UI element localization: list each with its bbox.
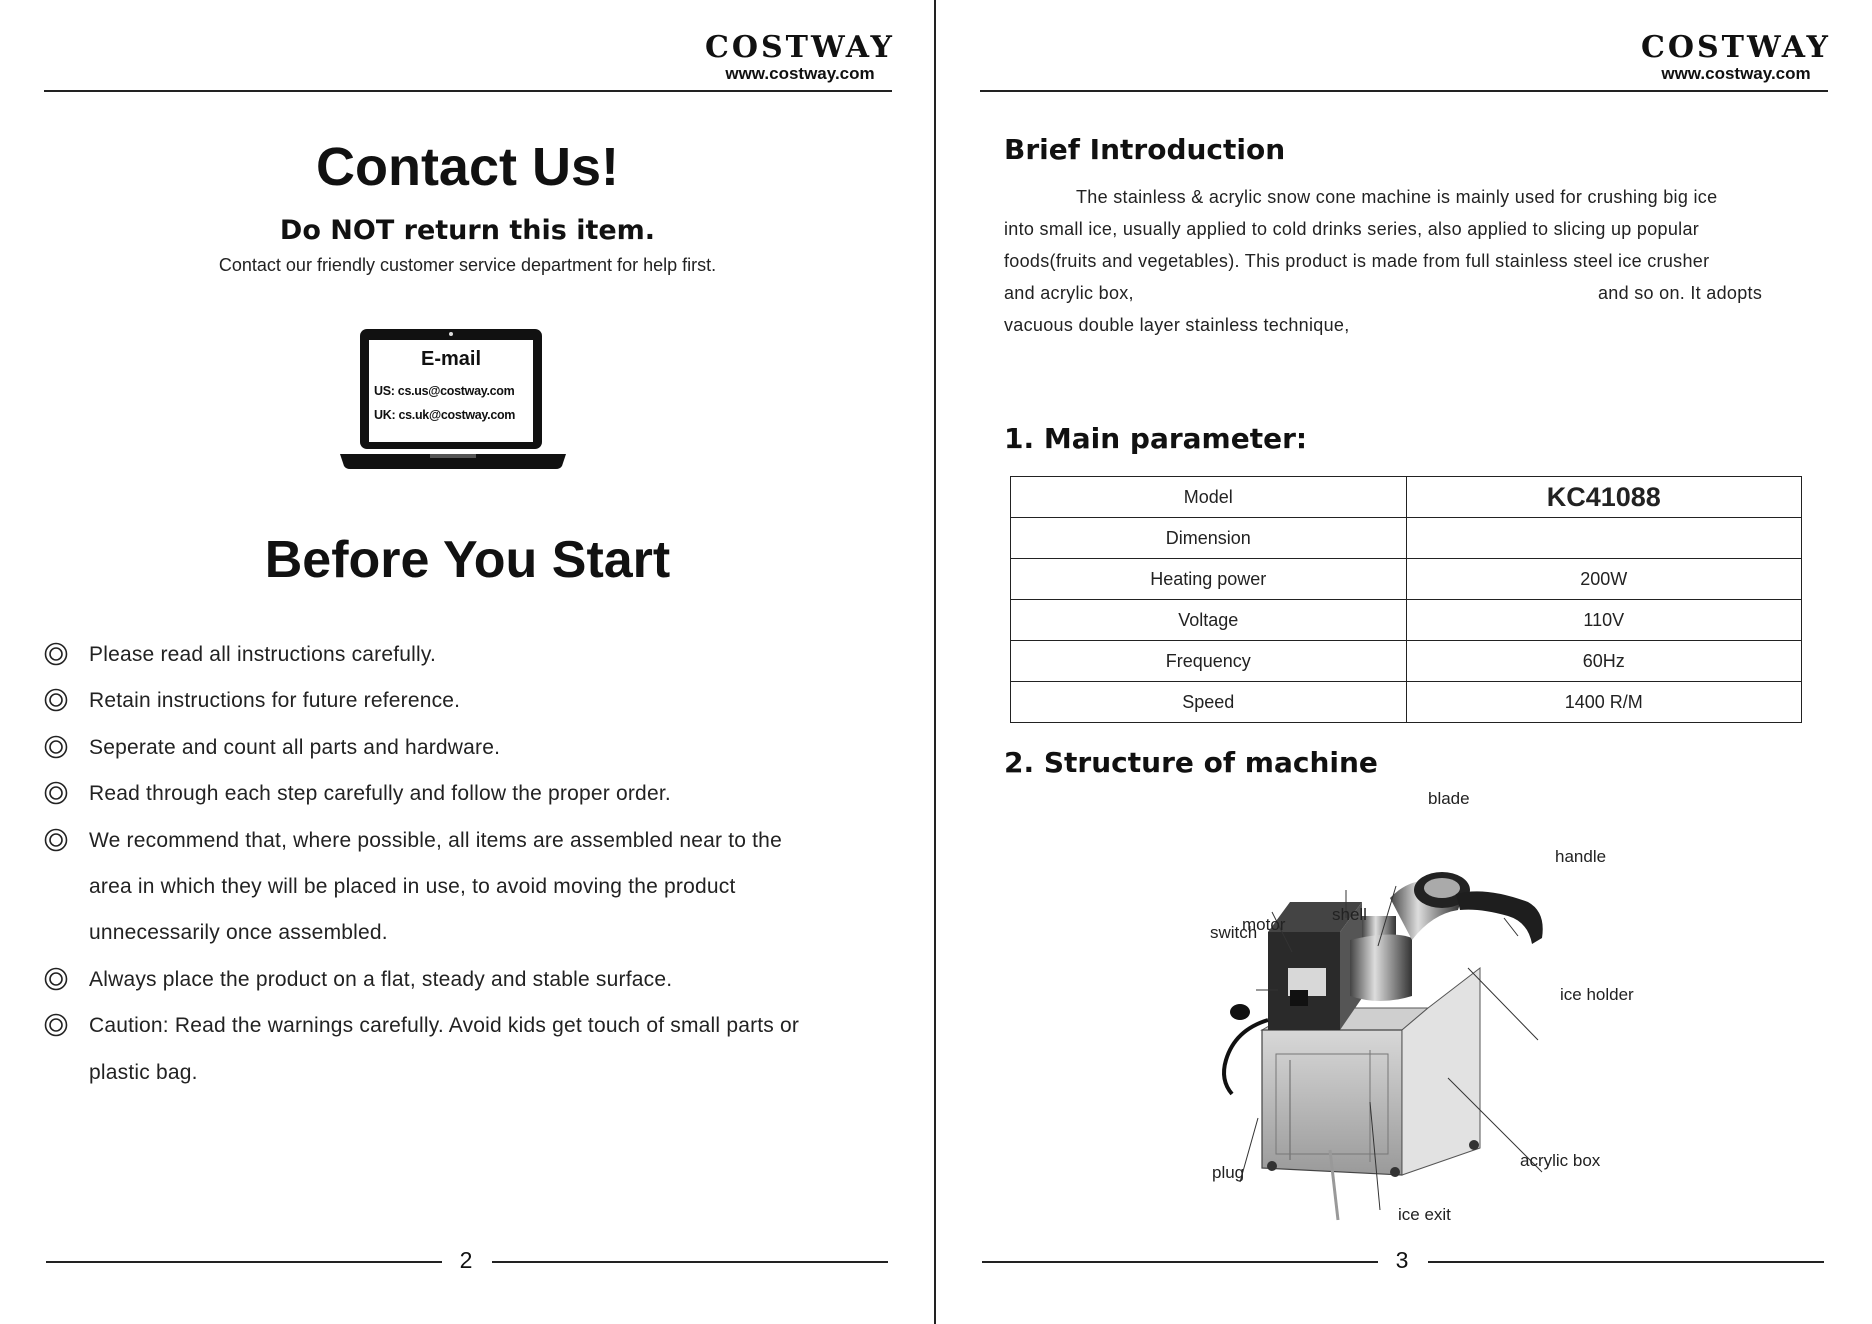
intro-title: Brief Introduction xyxy=(1004,133,1286,166)
label-blade: blade xyxy=(1428,790,1470,808)
instruction-line: Retain instructions for future reference. xyxy=(89,689,461,713)
email-us[interactable]: US: cs.us@costway.com xyxy=(374,384,515,398)
double-circle-icon xyxy=(44,735,68,759)
parameter-row xyxy=(1011,682,1802,723)
double-circle-icon xyxy=(44,967,68,991)
email-label: E-mail xyxy=(420,348,482,370)
instruction-line: plastic bag. xyxy=(89,1060,198,1084)
label-ice-exit: ice exit xyxy=(1398,1205,1451,1224)
instruction-line: Caution: Read the warnings carefully. Avoid kids get touch of small parts or xyxy=(89,1014,800,1038)
brand-logo: COSTWAY xyxy=(705,30,895,65)
intro-line: and acrylic box, xyxy=(1004,283,1134,303)
contact-subtitle: Contact our friendly customer service department for help first. xyxy=(218,255,717,275)
blade-shell-shape xyxy=(1350,872,1543,1001)
label-plug: plug xyxy=(1212,1163,1245,1182)
page-number: 2 xyxy=(459,1247,473,1273)
label-handle: handle xyxy=(1555,847,1607,866)
double-circle-icon xyxy=(44,828,68,852)
parameter-value: KC41088 xyxy=(1406,477,1802,518)
instruction-item xyxy=(44,771,904,817)
intro-line: foods(fruits and vegetables). This product is made from full stainless steel ice crusher xyxy=(1004,251,1710,271)
label-shell: shell xyxy=(1332,905,1367,924)
email-uk[interactable]: UK: cs.uk@costway.com xyxy=(374,408,516,422)
brand-header xyxy=(700,32,900,84)
double-circle-icon xyxy=(44,1013,68,1037)
footer-rule-right xyxy=(492,1261,888,1263)
double-circle-icon xyxy=(44,688,68,712)
instruction-line: Always place the product on a flat, steady and stable surface. xyxy=(89,967,673,991)
parameter-row xyxy=(1011,518,1802,559)
parameter-value xyxy=(1406,518,1802,559)
brand-logo: COSTWAY xyxy=(1641,30,1831,65)
brand-header xyxy=(1636,32,1836,84)
footer-rule-left xyxy=(46,1261,442,1263)
parameter-row xyxy=(1011,477,1802,518)
parameter-label: Voltage xyxy=(1011,600,1407,641)
footer-rule-right xyxy=(1428,1261,1824,1263)
parameter-row xyxy=(1011,600,1802,641)
label-switch: switch xyxy=(1210,923,1258,942)
label-motor: motor xyxy=(1242,915,1286,934)
parameter-label: Model xyxy=(1011,477,1407,518)
parameter-row xyxy=(1011,641,1802,682)
label-acrylic-box: acrylic box xyxy=(1520,1151,1601,1170)
double-circle-icon xyxy=(44,642,68,666)
brand-url: www.costway.com xyxy=(725,64,875,83)
contact-title: Contact Us! xyxy=(315,137,619,197)
before-you-start-title: Before You Start xyxy=(264,531,671,589)
intro-line: and so on. It adopts xyxy=(1598,283,1763,303)
instruction-line: We recommend that, where possible, all items are assembled near to the xyxy=(89,828,782,852)
instruction-line: Read through each step carefully and follow the proper order. xyxy=(89,782,671,806)
parameter-row xyxy=(1011,559,1802,600)
parameter-value: 60Hz xyxy=(1406,641,1802,682)
instruction-line: area in which they will be placed in use, to avoid moving the product xyxy=(89,875,736,899)
instruction-item xyxy=(44,1003,904,1096)
intro-line: The stainless & acrylic snow cone machine is mainly used for crushing big ice xyxy=(1076,187,1718,207)
double-circle-icon xyxy=(44,781,68,805)
laptop-icon xyxy=(338,328,568,475)
parameter-value: 1400 R/M xyxy=(1406,682,1802,723)
footer-rule-left xyxy=(982,1261,1378,1263)
parameter-label: Frequency xyxy=(1011,641,1407,682)
machine-diagram xyxy=(1180,790,1640,1235)
parameter-label: Heating power xyxy=(1011,559,1407,600)
instruction-item xyxy=(44,725,904,771)
parameter-label: Dimension xyxy=(1011,518,1407,559)
instruction-item xyxy=(44,818,904,957)
instruction-item xyxy=(44,678,904,724)
header-rule xyxy=(44,90,892,92)
intro-line: vacuous double layer stainless technique, xyxy=(1004,315,1350,335)
instruction-item xyxy=(44,957,904,1003)
left-page xyxy=(0,0,935,1324)
intro-text xyxy=(1004,181,1804,341)
header-rule xyxy=(980,90,1828,92)
parameter-value: 110V xyxy=(1406,600,1802,641)
params-title: 1. Main parameter: xyxy=(1004,422,1308,455)
page-number: 3 xyxy=(1395,1247,1409,1273)
parameter-table xyxy=(1010,476,1802,723)
brand-url: www.costway.com xyxy=(1661,64,1811,83)
parameter-value: 200W xyxy=(1406,559,1802,600)
instruction-item xyxy=(44,632,904,678)
parameter-label: Speed xyxy=(1011,682,1407,723)
instruction-line: Please read all instructions carefully. xyxy=(89,643,437,666)
label-ice-holder: ice holder xyxy=(1560,985,1634,1004)
instruction-line: Seperate and count all parts and hardware. xyxy=(89,735,501,759)
structure-title: 2. Structure of machine xyxy=(1004,746,1378,779)
intro-line: into small ice, usually applied to cold drinks series, also applied to slicing up popular xyxy=(1004,219,1700,239)
do-not-return-notice: Do NOT return this item. xyxy=(279,215,656,246)
instruction-list xyxy=(44,632,904,1096)
instruction-line: unnecessarily once assembled. xyxy=(89,921,388,945)
